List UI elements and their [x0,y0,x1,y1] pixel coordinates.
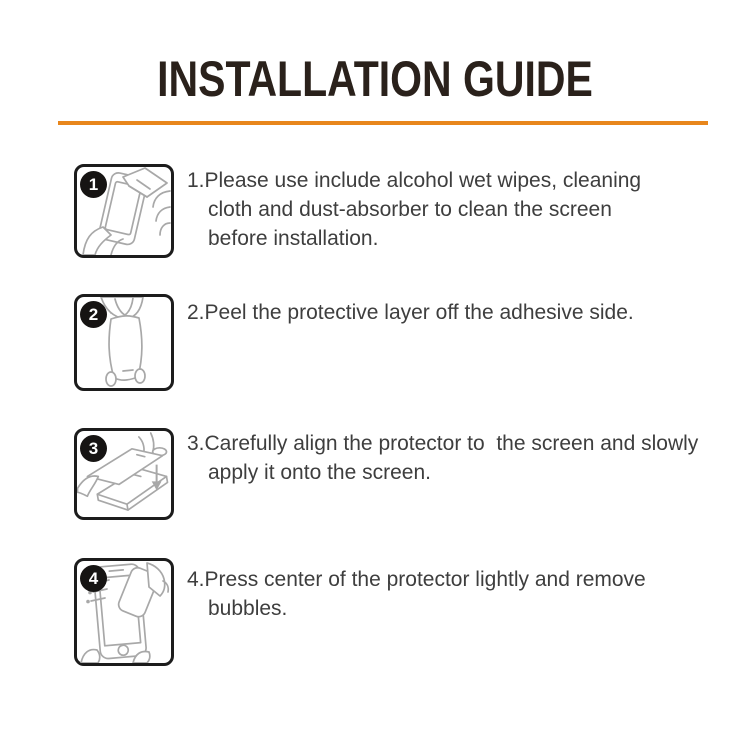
step-2-number: 2 [88,305,99,324]
step-3-number: 3 [88,439,99,458]
accent-divider [58,121,708,125]
step-3-line-1: 3.Carefully align the protector to the screen and slowly [187,432,699,455]
step-4-line-2: bubbles. [208,597,288,620]
step-3-illustration-box [74,428,174,520]
step-2-illustration-box [74,294,174,391]
step-1-text [187,166,641,253]
step-1-number: 1 [88,175,99,194]
step-1-number-badge [80,171,107,198]
step-1-line-1: 1.Please use include alcohol wet wipes, cleaning [187,169,642,192]
step-4-illustration-box [74,558,174,666]
step-4-text [187,565,646,623]
step-2-text [187,298,634,327]
step-1-line-2: cloth and dust-absorber to clean the screen [208,198,612,221]
step-3-text [187,429,698,487]
page-title: INSTALLATION GUIDE [157,51,593,107]
step-4-number: 4 [88,569,99,588]
step-4-number-badge [80,565,107,592]
step-3-number-badge [80,435,107,462]
step-4-line-1: 4.Press center of the protector lightly and remove [187,568,646,591]
step-2-line-1: 2.Peel the protective layer off the adhesive side. [187,301,634,324]
step-3-line-2: apply it onto the screen. [208,461,431,484]
step-2-number-badge [80,301,107,328]
step-1-illustration-box [74,164,174,258]
step-1-line-3: before installation. [208,227,379,250]
